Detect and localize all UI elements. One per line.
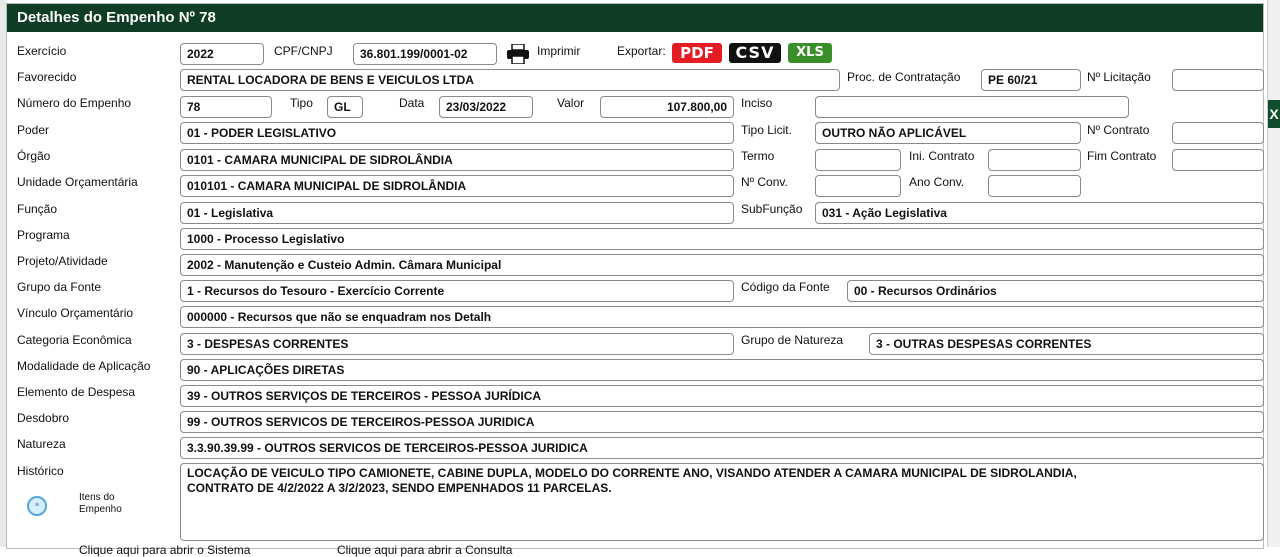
field-vinculo-orcamentario[interactable]: 000000 - Recursos que não se enquadram nos Detalh [180, 306, 1264, 328]
label-subfuncao: SubFunção [741, 202, 803, 216]
field-elemento-despesa[interactable]: 39 - OUTROS SERVIÇOS DE TERCEIROS - PESSOA JURÍDICA [180, 385, 1264, 407]
field-cpf-cnpj[interactable]: 36.801.199/0001-02 [353, 43, 497, 65]
field-funcao[interactable]: 01 - Legislativa [180, 202, 734, 224]
label-projeto-atividade: Projeto/Atividade [17, 254, 108, 268]
label-valor: Valor [557, 96, 585, 110]
label-exportar: Exportar: [617, 44, 666, 58]
itens-empenho-link[interactable]: Itens do Empenho [79, 492, 122, 515]
field-inciso[interactable] [815, 96, 1129, 118]
field-favorecido[interactable]: RENTAL LOCADORA DE BENS E VEICULOS LTDA [180, 69, 840, 91]
footer-link-consulta[interactable]: Clique aqui para abrir a Consulta [337, 543, 513, 557]
label-ini-contrato: Ini. Contrato [909, 149, 975, 163]
field-ini-contrato[interactable] [988, 149, 1081, 171]
field-codigo-fonte[interactable]: 00 - Recursos Ordinários [847, 280, 1264, 302]
label-n-conv: Nº Conv. [741, 175, 788, 189]
field-termo[interactable] [815, 149, 901, 171]
field-grupo-natureza[interactable]: 3 - OUTRAS DESPESAS CORRENTES [869, 333, 1264, 355]
field-n-contrato[interactable] [1172, 122, 1264, 144]
field-unidade-orcamentaria[interactable]: 010101 - CAMARA MUNICIPAL DE SIDROLÂNDIA [180, 175, 734, 197]
field-natureza[interactable]: 3.3.90.39.99 - OUTROS SERVICOS DE TERCEIROS-PESSOA JURIDICA [180, 437, 1264, 459]
label-fim-contrato: Fim Contrato [1087, 149, 1157, 163]
field-programa[interactable]: 1000 - Processo Legislativo [180, 228, 1264, 250]
label-tipo-licit: Tipo Licit. [741, 123, 792, 137]
export-csv-button[interactable]: CSV [729, 43, 781, 63]
label-numero-empenho: Número do Empenho [17, 96, 132, 110]
label-tipo: Tipo [290, 96, 313, 110]
label-historico: Histórico [17, 464, 64, 478]
label-termo: Termo [741, 149, 775, 163]
field-grupo-fonte[interactable]: 1 - Recursos do Tesouro - Exercício Corrente [180, 280, 734, 302]
field-fim-contrato[interactable] [1172, 149, 1264, 171]
export-xls-button[interactable]: XLS [788, 43, 832, 63]
field-tipo-licit[interactable]: OUTRO NÃO APLICÁVEL [815, 122, 1081, 144]
label-categoria-economica: Categoria Econômica [17, 333, 132, 347]
label-proc-contratacao: Proc. de Contratação [847, 70, 961, 84]
label-codigo-fonte: Código da Fonte [741, 280, 830, 294]
field-historico[interactable]: LOCAÇÃO DE VEICULO TIPO CAMIONETE, CABINE DUPLA, MODELO DO CORRENTE ANO, VISANDO ATENDER A CAMARA MUNICIPAL DE SIDROLANDIA, CONTRATO DE 4/2/2022 A 3/2/2023, SENDO EMPENHADOS 11 PARCELAS. [180, 463, 1264, 541]
field-data[interactable]: 23/03/2022 [439, 96, 533, 118]
field-tipo[interactable]: GL [327, 96, 363, 118]
label-vinculo-orcamentario: Vínculo Orçamentário [17, 306, 134, 320]
field-valor[interactable]: 107.800,00 [600, 96, 734, 118]
label-orgao: Órgão [17, 149, 51, 163]
background-page-right [1267, 0, 1280, 547]
empenho-details-dialog [6, 3, 1264, 557]
label-grupo-fonte: Grupo da Fonte [17, 280, 102, 294]
field-n-licitacao[interactable] [1172, 69, 1264, 91]
label-cpf-cnpj: CPF/CNPJ [274, 44, 333, 58]
label-grupo-natureza: Grupo de Natureza [741, 333, 844, 347]
field-ano-conv[interactable] [988, 175, 1081, 197]
label-ano-conv: Ano Conv. [909, 175, 965, 189]
label-exercicio: Exercício [17, 44, 67, 58]
label-modalidade-aplicacao: Modalidade de Aplicação [17, 359, 151, 373]
printer-icon[interactable] [506, 44, 530, 64]
label-n-contrato: Nº Contrato [1087, 123, 1150, 137]
footer-link-sistema[interactable]: Clique aqui para abrir o Sistema [79, 543, 251, 557]
label-desdobro: Desdobro [17, 411, 70, 425]
label-favorecido: Favorecido [17, 70, 77, 84]
field-orgao[interactable]: 0101 - CAMARA MUNICIPAL DE SIDROLÂNDIA [180, 149, 734, 171]
field-n-conv[interactable] [815, 175, 901, 197]
field-projeto-atividade[interactable]: 2002 - Manutenção e Custeio Admin. Câmara Municipal [180, 254, 1264, 276]
label-programa: Programa [17, 228, 70, 242]
field-desdobro[interactable]: 99 - OUTROS SERVICOS DE TERCEIROS-PESSOA JURIDICA [180, 411, 1264, 433]
export-pdf-button[interactable]: PDF [672, 43, 722, 63]
background-close-tab[interactable]: X [1268, 100, 1280, 128]
field-numero-empenho[interactable]: 78 [180, 96, 272, 118]
itens-empenho-icon[interactable]: ≡ [27, 496, 47, 516]
field-modalidade-aplicacao[interactable]: 90 - APLICAÇÕES DIRETAS [180, 359, 1264, 381]
field-poder[interactable]: 01 - PODER LEGISLATIVO [180, 122, 734, 144]
print-link[interactable]: Imprimir [537, 44, 581, 58]
label-unidade-orcamentaria: Unidade Orçamentária [17, 175, 138, 189]
label-natureza: Natureza [17, 437, 66, 451]
field-categoria-economica[interactable]: 3 - DESPESAS CORRENTES [180, 333, 734, 355]
label-data: Data [399, 96, 425, 110]
label-inciso: Inciso [741, 96, 773, 110]
label-elemento-despesa: Elemento de Despesa [17, 385, 136, 399]
label-n-licitacao: Nº Licitação [1087, 70, 1151, 84]
dialog-title: Detalhes do Empenho Nº 78 [7, 4, 1263, 32]
field-proc-contratacao[interactable]: PE 60/21 [981, 69, 1081, 91]
field-exercicio[interactable]: 2022 [180, 43, 264, 65]
field-subfuncao[interactable]: 031 - Ação Legislativa [815, 202, 1264, 224]
label-poder: Poder [17, 123, 50, 137]
label-funcao: Função [17, 202, 58, 216]
